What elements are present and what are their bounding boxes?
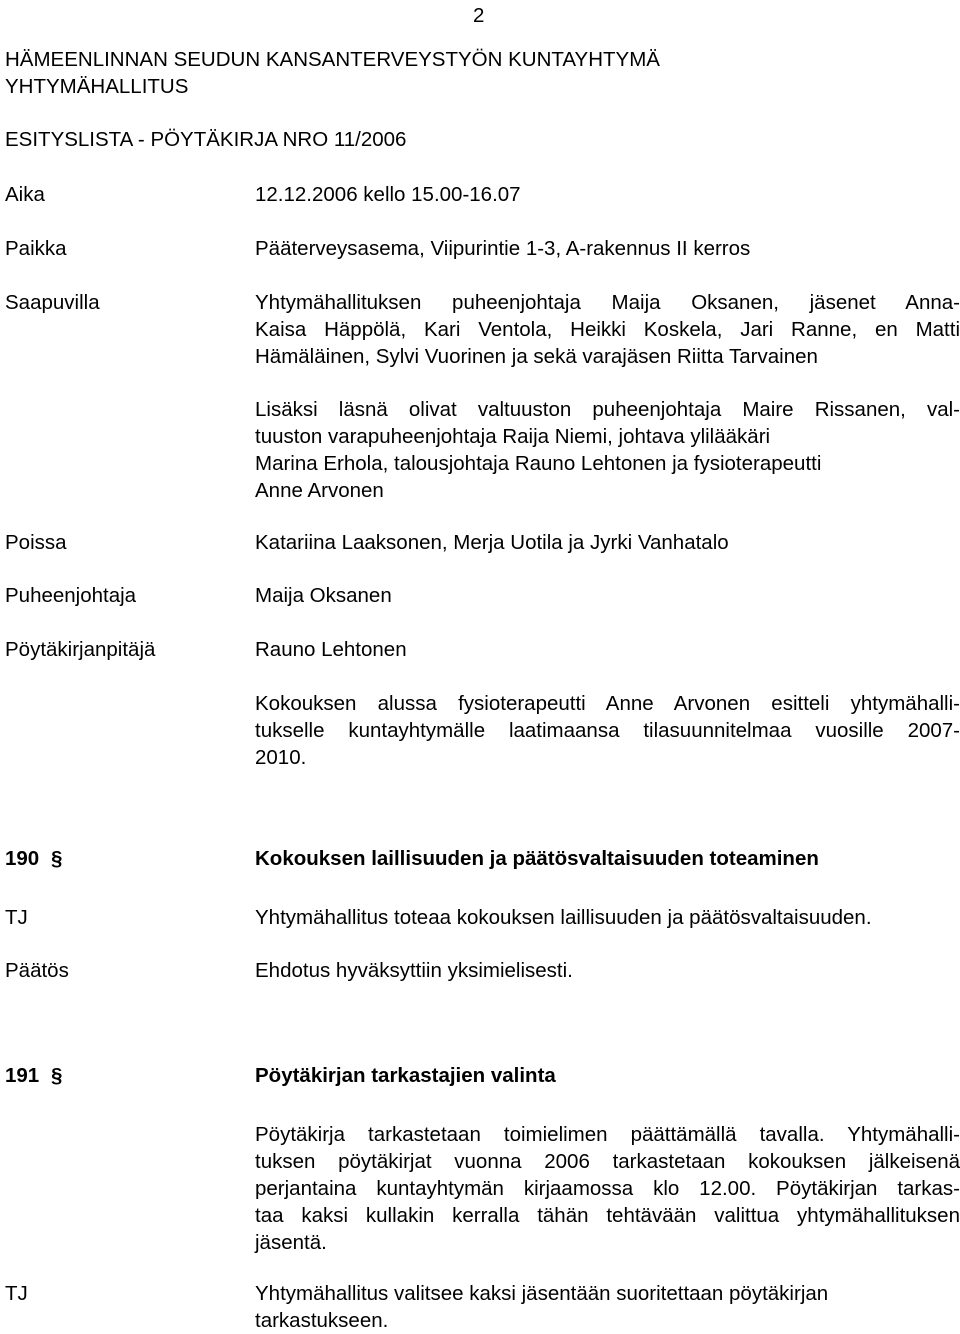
section-title: Pöytäkirjan tarkastajien valinta [255,1064,556,1087]
section-sign-icon: § [51,847,63,870]
also-present-line: Lisäksi läsnä olivat valtuuston puheenjohtaja Maire Rissanen, val- [255,398,960,421]
attendees-label: Saapuvilla [5,291,100,314]
proposal-label: TJ [5,906,28,929]
meeting-intro-text [255,690,960,771]
chair-value: Maija Oksanen [255,584,392,607]
section-title: Kokouksen laillisuuden ja päätösvaltaisuuden toteaminen [255,847,819,870]
board-name: YHTYMÄHALLITUS [5,75,189,98]
meeting-intro-line: 2010. [255,746,307,769]
attendees-line: Hämäläinen, Sylvi Vuorinen ja sekä varajäsen Riitta Tarvainen [255,345,818,368]
decision-text: Ehdotus hyväksyttiin yksimielisesti. [255,959,573,982]
organization-name: HÄMEENLINNAN SEUDUN KANSANTERVEYSTYÖN KUNTAYHTYMÄ [5,48,660,71]
attendees-text [255,289,960,370]
chair-label: Puheenjohtaja [5,584,137,607]
absent-value: Katariina Laaksonen, Merja Uotila ja Jyrki Vanhatalo [255,531,729,554]
also-present-line: Marina Erhola, talousjohtaja Rauno Lehtonen ja fysioterapeutti [255,452,822,475]
section-number: 191 [5,1064,40,1087]
meeting-intro-line: tukselle kuntayhtymälle laatimaansa tilasuunnitelmaa vuosille 2007- [255,719,960,742]
section-number: 190 [5,847,40,870]
proposal-line: tarkastukseen. [255,1309,389,1332]
attendees-line: Kaisa Häppölä, Kari Ventola, Heikki Koskela, Jari Ranne, en Matti [255,318,960,341]
meeting-intro-line: Kokouksen alussa fysioterapeutti Anne Arvonen esitteli yhtymähalli- [255,692,960,715]
also-present-text [255,396,960,504]
place-value: Pääterveysasema, Viipurintie 1-3, A-rakennus II kerros [255,237,751,260]
section-body-line: tuksen pöytäkirjat vuonna 2006 tarkastetaan kokouksen jälkeisenä [255,1150,960,1173]
secretary-value: Rauno Lehtonen [255,638,407,661]
section-sign-icon: § [51,1064,63,1087]
proposal-text: Yhtymähallitus toteaa kokouksen laillisuuden ja päätösvaltaisuuden. [255,906,872,929]
attendees-line: Yhtymähallituksen puheenjohtaja Maija Oksanen, jäsenet Anna- [255,291,960,314]
section-body-line: taa kaksi kullakin kerralla tähän tehtävään valittua yhtymähallituksen [255,1204,960,1227]
proposal-line: Yhtymähallitus valitsee kaksi jäsentään suoritettaan pöytäkirjan [255,1282,829,1305]
section-body-line: jäsentä. [255,1231,327,1254]
document-header [5,46,660,100]
place-label: Paikka [5,237,67,260]
time-value: 12.12.2006 kello 15.00-16.07 [255,183,521,206]
also-present-line: Anne Arvonen [255,479,384,502]
page-number: 2 [473,4,485,27]
proposal-label: TJ [5,1282,28,1305]
time-label: Aika [5,183,45,206]
also-present-line: tuuston varapuheenjohtaja Raija Niemi, johtava ylilääkäri [255,425,771,448]
document-subtitle: ESITYSLISTA - PÖYTÄKIRJA NRO 11/2006 [5,128,407,151]
section-191-body [255,1121,960,1256]
absent-label: Poissa [5,531,67,554]
decision-label: Päätös [5,959,69,982]
secretary-label: Pöytäkirjanpitäjä [5,638,156,661]
section-body-line: perjantaina kuntayhtymän kirjaamossa klo 12.00. Pöytäkirjan tarkas- [255,1177,960,1200]
proposal-text [255,1280,960,1334]
section-body-line: Pöytäkirja tarkastetaan toimielimen päättämällä tavalla. Yhtymähalli- [255,1123,960,1146]
